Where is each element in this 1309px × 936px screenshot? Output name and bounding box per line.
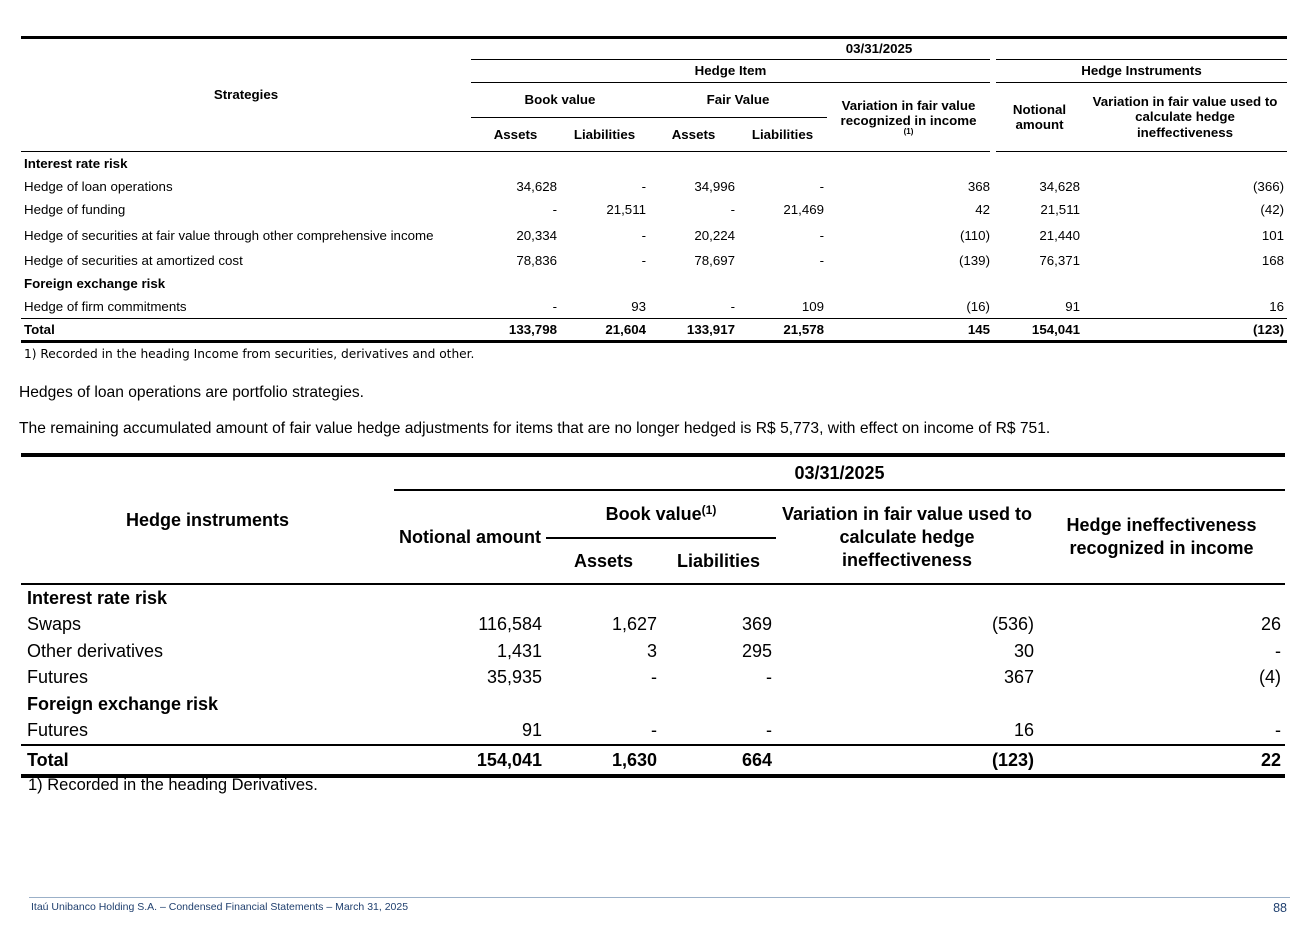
book-value-note: (1) <box>701 502 717 517</box>
cell: - <box>552 202 557 217</box>
cell: - <box>819 179 824 194</box>
cell: 78,836 <box>516 253 557 268</box>
cell: 101 <box>1261 227 1285 243</box>
cell: 116,584 <box>478 614 542 635</box>
cell: 16 <box>1013 720 1034 741</box>
cell: (123) <box>1083 319 1287 342</box>
cell: - <box>730 299 735 314</box>
cell: 664 <box>661 745 776 776</box>
strategies-header: Strategies <box>21 38 471 152</box>
cell: (139) <box>958 253 990 268</box>
category-row <box>21 691 1285 718</box>
row-label: Futures <box>27 720 89 741</box>
cell: 26 <box>1261 614 1282 635</box>
hedge-instruments-table <box>21 453 1285 778</box>
cell: - <box>641 227 646 243</box>
cell: - <box>766 667 772 688</box>
cell: 21,469 <box>783 202 824 217</box>
notional-header: Notional amount <box>993 83 1083 152</box>
total-row <box>21 319 1287 342</box>
paragraph-remaining-amount: The remaining accumulated amount of fair value hedge adjustments for items that are no longer hedged is R$ 5,773, with effect on income of R$ 751. <box>19 420 1051 437</box>
table-row <box>21 638 1285 665</box>
cell: - <box>766 720 772 741</box>
bv-liabilities-header: Liabilities <box>560 118 649 152</box>
cell: 30 <box>1013 640 1034 661</box>
cell: - <box>651 720 657 741</box>
category-interest: Interest rate risk <box>21 152 1287 176</box>
cell: - <box>1275 640 1282 661</box>
cell: 154,041 <box>394 745 546 776</box>
category-row <box>21 152 1287 176</box>
total-label: Total <box>21 745 394 776</box>
assets-header: Assets <box>546 538 661 584</box>
cell: 21,440 <box>1039 227 1080 243</box>
table2-footnote: 1) Recorded in the heading Derivatives. <box>28 776 318 794</box>
row-label: Hedge of loan operations <box>24 179 173 194</box>
book-value-header <box>546 490 776 538</box>
notional-header: Notional amount <box>394 490 546 584</box>
row-label: Hedge of securities at amortized cost <box>24 253 243 268</box>
cell: 35,935 <box>486 667 542 688</box>
cell: 76,371 <box>1039 253 1080 268</box>
liabilities-header: Liabilities <box>661 538 776 584</box>
cell: 20,334 <box>516 227 557 243</box>
cell: 91 <box>521 720 542 741</box>
table-row <box>21 175 1287 198</box>
cell: - <box>819 227 824 243</box>
variation-income-note: (1) <box>903 127 914 137</box>
table1-footnote: 1) Recorded in the heading Income from securities, derivatives and other. <box>24 347 475 361</box>
cell: (123) <box>776 745 1038 776</box>
book-value-header: Book value <box>471 83 649 118</box>
cell: 21,578 <box>738 319 827 342</box>
row-label: Hedge of firm commitments <box>24 299 187 314</box>
date-header: 03/31/2025 <box>394 455 1285 490</box>
cell: - <box>730 202 735 217</box>
fv-liabilities-header: Liabilities <box>738 118 827 152</box>
fv-assets-header: Assets <box>649 118 738 152</box>
footer-text: Itaú Unibanco Holding S.A. – Condensed Financial Statements – March 31, 2025 <box>31 901 409 913</box>
table-row <box>21 295 1287 319</box>
cell: - <box>641 253 646 268</box>
footer-divider <box>29 897 1290 898</box>
cell: (536) <box>991 614 1034 635</box>
row-label: Swaps <box>27 614 82 635</box>
cell: 369 <box>741 614 772 635</box>
page-number: 88 <box>1273 901 1287 915</box>
paragraph-portfolio: Hedges of loan operations are portfolio strategies. <box>19 384 365 401</box>
cell: 133,917 <box>649 319 738 342</box>
variation-income-label: Variation in fair value recognized in income <box>840 97 977 128</box>
hedge-instruments-header: Hedge Instruments <box>993 60 1287 83</box>
instruments-header: Hedge instruments <box>21 455 394 584</box>
row-label: Hedge of funding <box>24 202 126 217</box>
cell: (4) <box>1259 667 1282 688</box>
cell: - <box>819 253 824 268</box>
cell: 168 <box>1261 253 1285 268</box>
cell: 1,627 <box>611 614 657 635</box>
cell: 133,798 <box>471 319 560 342</box>
cell: 20,224 <box>694 227 735 243</box>
cell: (42) <box>1260 202 1285 217</box>
cell: 21,604 <box>560 319 649 342</box>
cell: 16 <box>1269 299 1285 314</box>
fair-value-hedge-table <box>21 36 1287 343</box>
table-row <box>21 718 1285 746</box>
cell: 1,431 <box>496 640 542 661</box>
total-label: Total <box>21 319 471 342</box>
cell: 34,996 <box>694 179 735 194</box>
cell: - <box>1275 720 1282 741</box>
cell: - <box>552 299 557 314</box>
category-row <box>21 584 1285 612</box>
cell: 21,511 <box>606 202 646 217</box>
cell: (16) <box>966 299 990 314</box>
cell: 78,697 <box>694 253 735 268</box>
cell: 367 <box>1003 667 1034 688</box>
cell: 109 <box>801 299 824 314</box>
cell: 154,041 <box>993 319 1083 342</box>
table-row <box>21 665 1285 692</box>
category-interest: Interest rate risk <box>27 587 168 608</box>
cell: 21,511 <box>1040 202 1080 217</box>
cell: 42 <box>975 202 990 217</box>
cell: 1,630 <box>546 745 661 776</box>
table-row <box>21 221 1287 249</box>
variation-income-header <box>827 83 993 152</box>
category-row <box>21 272 1287 295</box>
cell: - <box>641 179 646 194</box>
date-header: 03/31/2025 <box>471 38 1287 60</box>
cell: 295 <box>741 640 772 661</box>
cell: 3 <box>646 640 657 661</box>
variation-ineff-header: Variation in fair value used to calculate hedge ineffectiveness <box>1083 83 1287 152</box>
bv-assets-header: Assets <box>471 118 560 152</box>
row-label: Futures <box>27 667 89 688</box>
cell: (366) <box>1253 179 1285 194</box>
cell: 93 <box>631 299 646 314</box>
hedge-item-header: Hedge Item <box>471 60 993 83</box>
cell: 368 <box>967 179 990 194</box>
cell: (110) <box>959 227 990 243</box>
category-fx: Foreign exchange risk <box>27 693 219 714</box>
table-row <box>21 198 1287 221</box>
total-row <box>21 745 1285 776</box>
book-value-label: Book value <box>605 503 702 524</box>
row-label: Other derivatives <box>27 640 164 661</box>
cell: - <box>651 667 657 688</box>
ineff-income-header: Hedge ineffectiveness recognized in income <box>1038 490 1285 584</box>
fair-value-header: Fair Value <box>649 83 827 118</box>
cell: 145 <box>827 319 993 342</box>
cell: 34,628 <box>516 179 557 194</box>
table-row <box>21 249 1287 272</box>
row-label: Hedge of securities at fair value through other comprehensive income <box>24 227 434 243</box>
cell: 22 <box>1038 745 1285 776</box>
category-fx: Foreign exchange risk <box>24 276 166 291</box>
cell: 91 <box>1065 299 1080 314</box>
table-row <box>21 612 1285 639</box>
cell: 34,628 <box>1039 179 1080 194</box>
variation-header: Variation in fair value used to calculate hedge ineffectiveness <box>776 490 1038 584</box>
